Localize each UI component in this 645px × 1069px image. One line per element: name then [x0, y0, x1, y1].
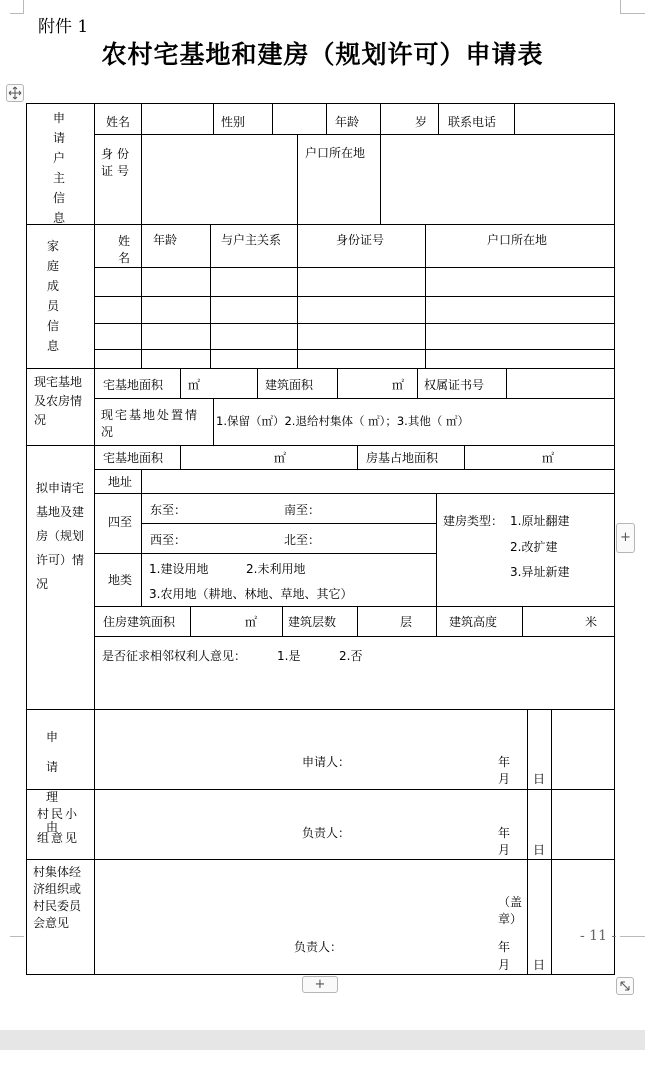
family-col-location: 户口所在地: [487, 233, 548, 247]
table-resize-handle[interactable]: [616, 977, 634, 995]
reason-day: 日: [533, 772, 546, 786]
build-type-1: 1.原址翻建: [510, 514, 570, 528]
disposal-label: 现宅基地处置情况: [101, 408, 200, 439]
land-type-label: 地类: [108, 573, 133, 587]
height-unit: 米: [585, 615, 598, 629]
add-column-button[interactable]: [616, 523, 635, 553]
age-label: 年龄: [335, 115, 360, 129]
cert-number-label: 权属证书号: [424, 378, 485, 392]
plus-icon: +: [314, 977, 326, 992]
footprint-area-unit: ㎡: [542, 451, 555, 465]
family-col-relation: 与户主关系: [221, 233, 282, 247]
group-day: 日: [533, 843, 546, 857]
build-type-2: 2.改扩建: [510, 540, 558, 554]
west-label: 西至：: [150, 533, 187, 547]
family-col-name: 姓名: [118, 234, 131, 265]
id-number-label: 身份证号: [101, 147, 134, 178]
gender-label: 性别: [221, 115, 246, 129]
village-month: 月: [498, 958, 511, 972]
reason-applicant-label: 申请人：: [302, 755, 351, 769]
status-bar: [0, 1030, 645, 1050]
add-row-button[interactable]: [302, 976, 338, 993]
south-label: 南至：: [284, 503, 321, 517]
page-title: 农村宅基地和建房（规划许可）申请表: [101, 40, 544, 69]
seal-label: （盖章）: [498, 895, 523, 926]
current-building-area: 建筑面积: [265, 378, 314, 392]
page-number: - 11 -: [580, 928, 617, 944]
resize-icon: [618, 979, 632, 993]
family-section-label: 家庭成员信息: [46, 239, 59, 353]
floors-unit: 层: [400, 615, 413, 629]
house-area-label: 住房建筑面积: [103, 615, 176, 629]
height-label: 建筑高度: [449, 615, 498, 629]
proposed-homestead-area: 宅基地面积: [103, 451, 164, 465]
phone-label: 联系电话: [448, 115, 497, 129]
neighbor-consent-yes: 1.是: [277, 649, 301, 663]
north-label: 北至：: [284, 533, 321, 547]
name-label: 姓名: [106, 115, 131, 129]
village-year: 年: [498, 940, 511, 954]
build-type-label: 建房类型：: [443, 514, 504, 528]
village-responsible-label: 负责人：: [294, 940, 343, 954]
group-responsible-label: 负责人：: [302, 826, 351, 840]
address-label: 地址: [108, 475, 133, 489]
floors-label: 建筑层数: [288, 615, 337, 629]
family-col-id: 身份证号: [336, 233, 385, 247]
group-month: 月: [498, 843, 511, 857]
household-location-label: 户口所在地: [305, 146, 366, 160]
village-section-label: 村集体经济组织或村民委员会意见: [33, 865, 82, 930]
neighbor-consent-no: 2.否: [339, 649, 363, 663]
land-option-1: 1.建设用地: [149, 562, 209, 576]
village-day: 日: [533, 958, 546, 972]
group-section-label: 村民小组意见: [37, 807, 80, 845]
proposed-section-label: 拟申请宅基地及建房（规划许可）情况: [36, 481, 85, 591]
current-homestead-area: 宅基地面积: [103, 378, 164, 392]
reason-month: 月: [498, 772, 511, 786]
family-col-age: 年龄: [153, 233, 178, 247]
attachment-label: 附件 1: [38, 17, 89, 37]
age-unit: 岁: [415, 115, 428, 129]
reason-section-label: 申请理由: [46, 730, 62, 834]
applicant-section-label: 申请户主信息: [52, 111, 65, 225]
plus-icon: +: [620, 530, 631, 545]
land-option-3: 3.农用地（耕地、林地、草地、其它）: [149, 587, 353, 601]
current-area-unit: ㎡: [188, 378, 201, 392]
boundaries-label: 四至: [108, 515, 133, 529]
house-area-unit: ㎡: [245, 615, 258, 629]
group-year: 年: [498, 826, 511, 840]
current-building-unit: ㎡: [392, 378, 405, 392]
build-type-3: 3.异址新建: [510, 565, 570, 579]
disposal-options: 1.保留（㎡）2.退给村集体（ ㎡）；3.其他（ ㎡）: [216, 414, 469, 428]
proposed-area-unit: ㎡: [274, 451, 287, 465]
east-label: 东至：: [150, 503, 187, 517]
reason-year: 年: [498, 755, 511, 769]
current-section-label: 现宅基地及农房情况: [34, 375, 83, 427]
neighbor-consent-label: 是否征求相邻权利人意见：: [102, 649, 247, 663]
footprint-area-label: 房基占地面积: [366, 451, 439, 465]
land-option-2: 2.未利用地: [246, 562, 306, 576]
